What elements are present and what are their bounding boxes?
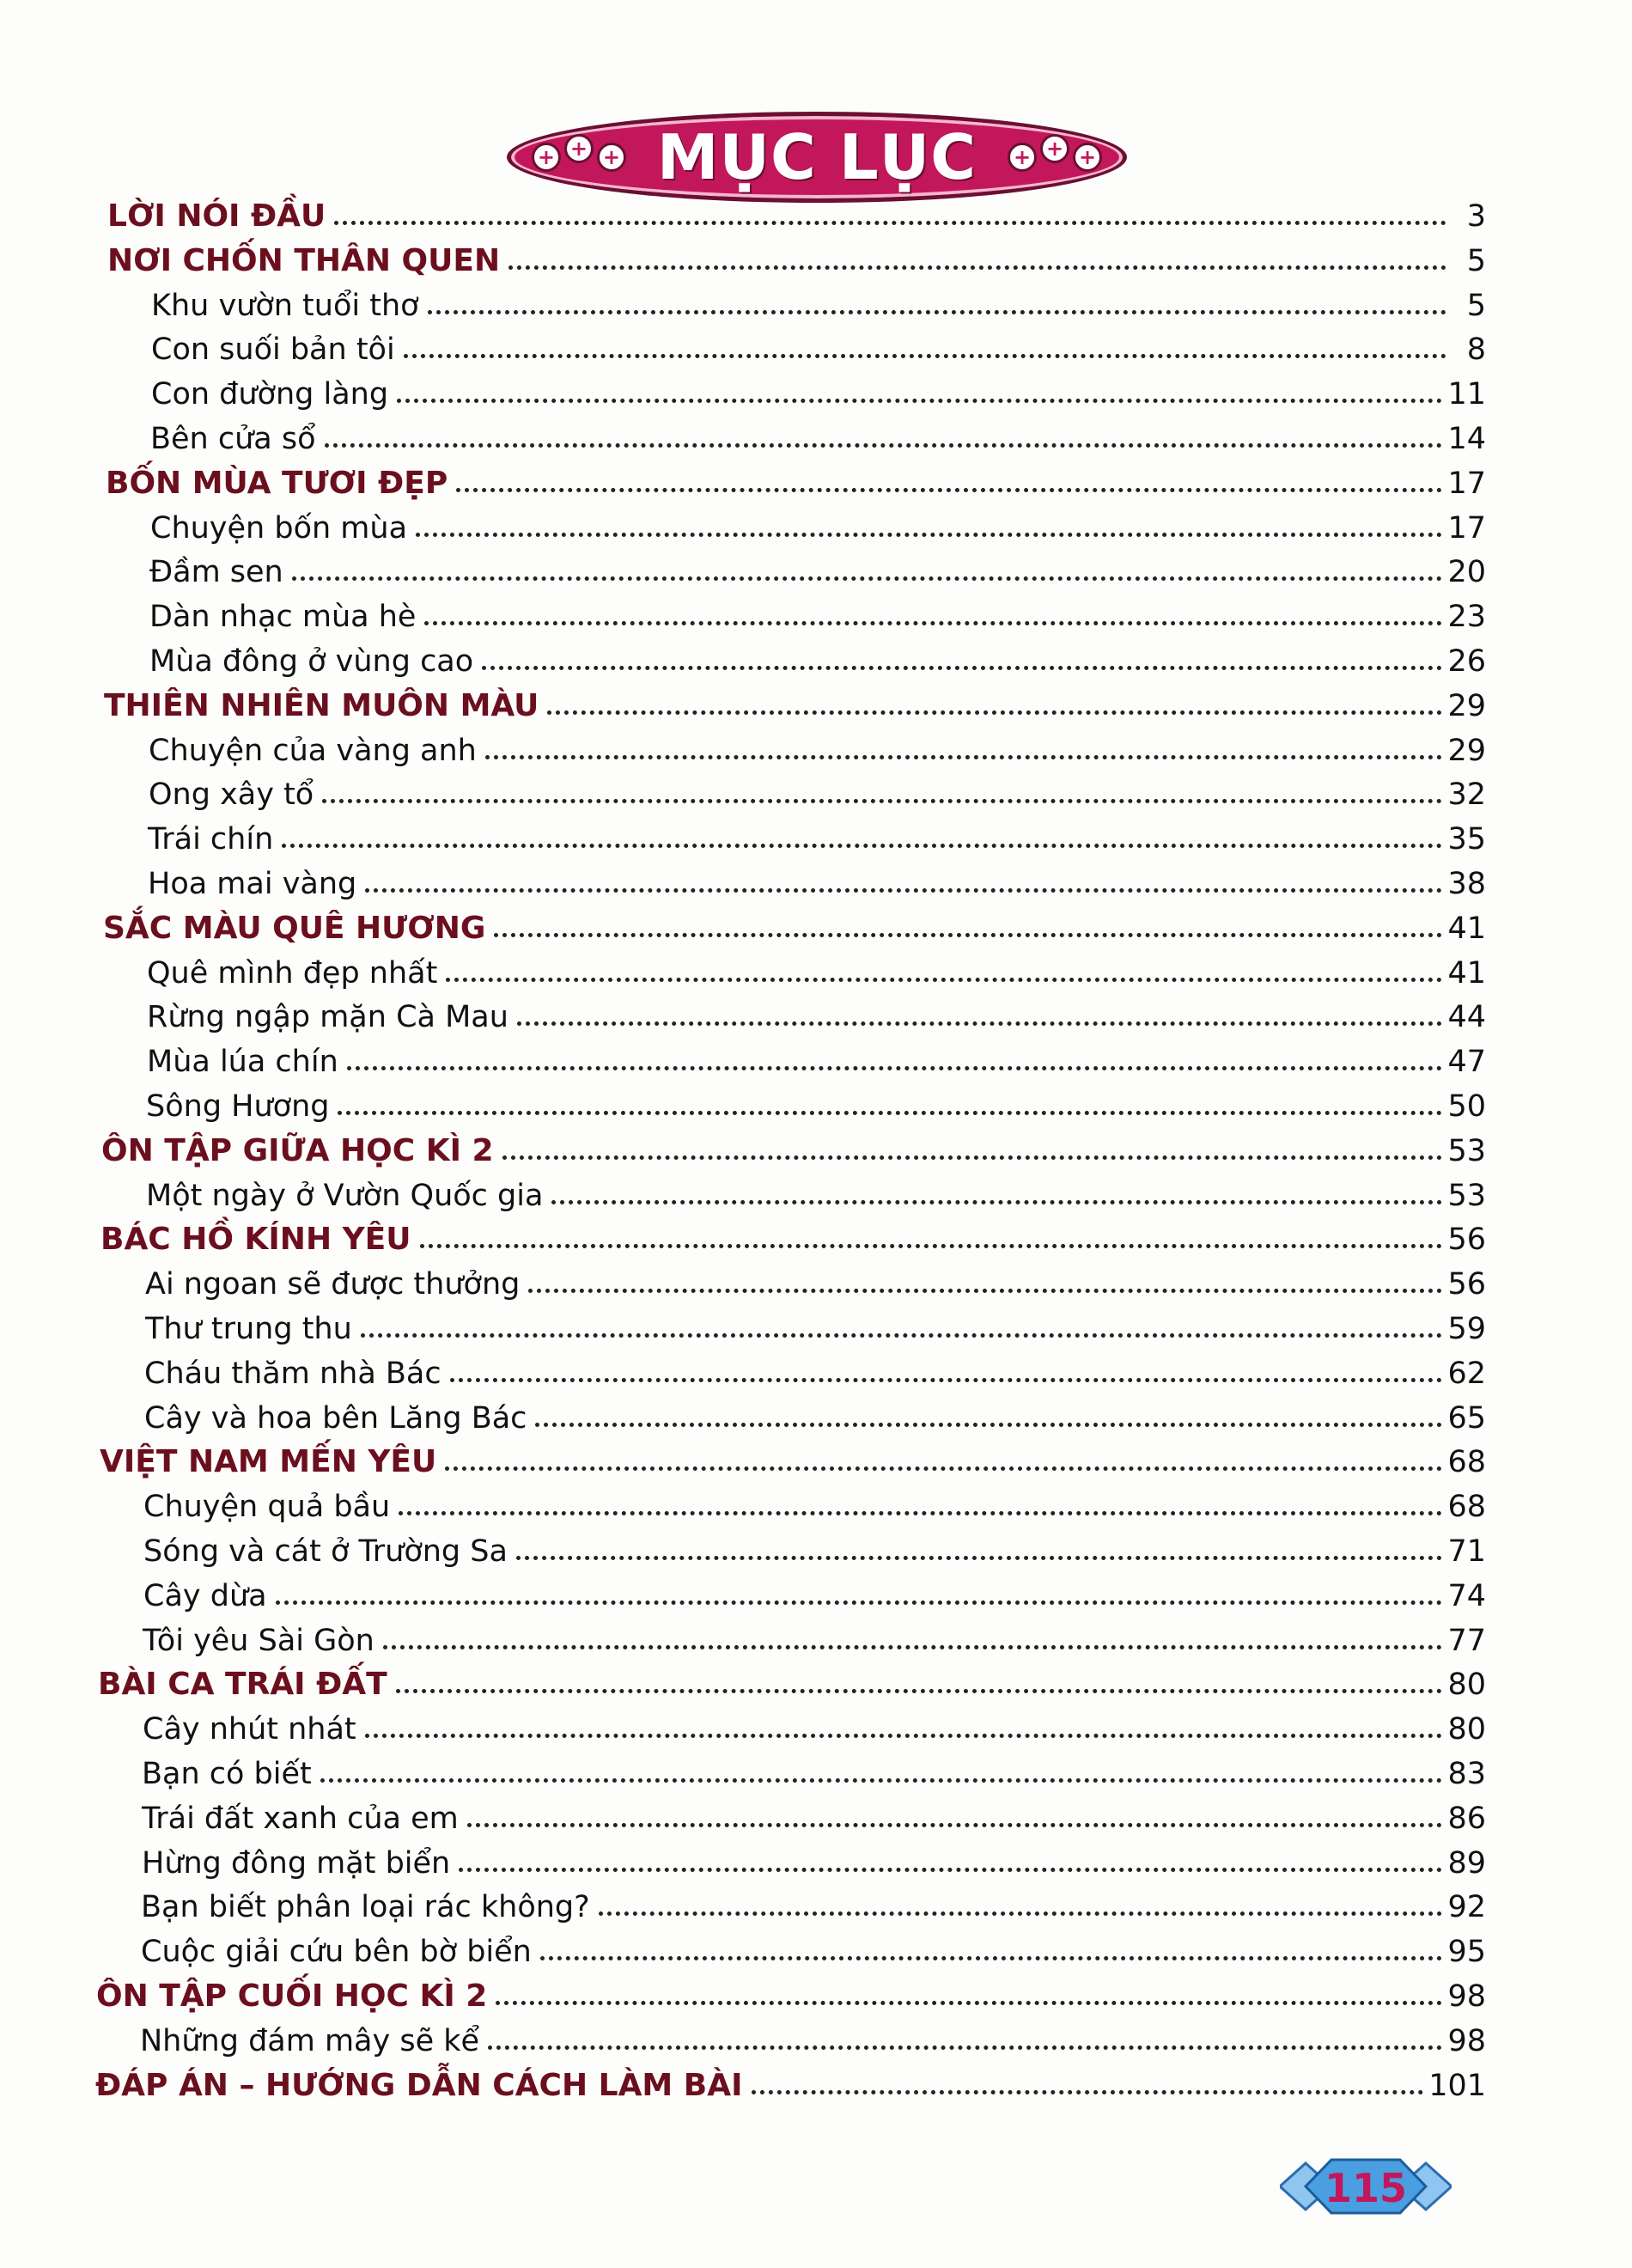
- toc-item-row: [143, 1613, 1486, 1658]
- toc-section-title: THIÊN NHIÊN MUÔN MÀU: [104, 688, 539, 723]
- toc-item-row: [141, 1880, 1486, 1924]
- toc-item-row: [147, 990, 1486, 1034]
- toc-page-number: 14: [1447, 422, 1486, 456]
- toc-page-number: 38: [1447, 867, 1486, 901]
- toc-item-row: [140, 2014, 1486, 2058]
- toc-item-title: Dàn nhạc mùa hè: [149, 600, 417, 634]
- dot-leader: [535, 1423, 1442, 1427]
- dot-leader: [383, 1645, 1443, 1649]
- dot-leader: [404, 354, 1446, 358]
- toc-item-title: Cuộc giải cứu bên bờ biển: [141, 1935, 532, 1969]
- toc-section-row: [96, 1969, 1486, 2014]
- toc-item-row: [143, 1524, 1486, 1569]
- toc-item-title: Ai ngoan sẽ được thưởng: [145, 1267, 521, 1302]
- dot-leader: [416, 533, 1442, 537]
- toc-section-title: NƠI CHỐN THÂN QUEN: [107, 243, 501, 278]
- toc-page-number: 68: [1447, 1445, 1486, 1479]
- dot-leader: [496, 2001, 1442, 2005]
- toc-item-row: [145, 1302, 1486, 1346]
- toc-page-number: 41: [1447, 956, 1486, 991]
- toc-item-title: Trái chín: [148, 822, 274, 857]
- dot-leader: [445, 1466, 1442, 1471]
- toc-item-row: [149, 545, 1486, 589]
- toc-section-title: ĐÁP ÁN – HƯỚNG DẪN CÁCH LÀM BÀI: [95, 2068, 743, 2103]
- dot-leader: [347, 1066, 1443, 1070]
- dot-leader: [540, 1956, 1443, 1960]
- toc-item-row: [143, 1569, 1486, 1613]
- toc-item-row: [150, 412, 1486, 456]
- toc-item-row: [146, 1168, 1486, 1213]
- decoration-left: [532, 137, 626, 172]
- toc-page-number: 56: [1447, 1267, 1486, 1302]
- dot-leader: [488, 2045, 1442, 2050]
- toc-section-row: [107, 189, 1486, 234]
- plus-icon: +: [532, 143, 561, 172]
- toc-section-row: [100, 1435, 1486, 1479]
- toc-item-title: Tôi yêu Sài Gòn: [143, 1624, 375, 1658]
- dot-leader: [424, 621, 1442, 625]
- dot-leader: [397, 399, 1442, 403]
- toc-item-title: Hoa mai vàng: [148, 867, 357, 901]
- page-title: MỤC LỤC: [656, 121, 977, 193]
- toc-item-row: [144, 1391, 1486, 1436]
- toc-item-title: Chuyện của vàng anh: [149, 734, 477, 768]
- toc-page-number: 86: [1447, 1802, 1486, 1836]
- toc-item-row: [144, 1346, 1486, 1391]
- dot-leader: [292, 576, 1443, 581]
- toc-section-row: [95, 2058, 1486, 2103]
- toc-page-number: 101: [1428, 2069, 1486, 2103]
- toc-section-row: [98, 1657, 1486, 1702]
- toc-item-title: Con suối bản tôi: [151, 332, 395, 367]
- toc-item-title: Ong xây tổ: [149, 777, 314, 812]
- toc-page-number: 29: [1447, 689, 1486, 723]
- toc-item-title: Khu vườn tuổi thơ: [151, 289, 419, 323]
- toc-item-row: [151, 278, 1486, 323]
- toc-page-number: 74: [1447, 1579, 1486, 1613]
- toc-item-row: [146, 1079, 1486, 1124]
- dot-leader: [420, 1244, 1443, 1248]
- toc-page-number: 47: [1447, 1045, 1486, 1079]
- plus-icon: +: [1040, 134, 1069, 163]
- dot-leader: [467, 1823, 1443, 1827]
- toc-page-number: 56: [1447, 1222, 1486, 1257]
- toc-item-row: [142, 1747, 1486, 1791]
- toc-item-title: Mùa lúa chín: [147, 1045, 338, 1079]
- toc-section-row: [103, 901, 1486, 946]
- toc-section-row: [100, 1212, 1486, 1257]
- toc-item-title: Thư trung thu: [145, 1312, 352, 1346]
- toc-item-title: Chuyện bốn mùa: [150, 511, 408, 546]
- dot-leader: [396, 1689, 1443, 1693]
- dot-leader: [494, 933, 1442, 937]
- toc-page-number: 68: [1447, 1490, 1486, 1524]
- toc-item-title: Bạn biết phân loại rác không?: [141, 1890, 590, 1924]
- toc-item-title: Cây dừa: [143, 1579, 267, 1613]
- dot-leader: [334, 221, 1446, 225]
- toc-section-row: [104, 679, 1486, 723]
- dot-leader: [428, 310, 1446, 314]
- toc-page-number: 35: [1447, 822, 1486, 857]
- dot-leader: [361, 1333, 1443, 1338]
- dot-leader: [485, 755, 1443, 759]
- toc-page-number: 11: [1447, 377, 1486, 412]
- dot-leader: [456, 488, 1442, 492]
- dot-leader: [322, 799, 1442, 803]
- toc-item-row: [149, 767, 1486, 812]
- toc-item-title: Bên cửa sổ: [150, 422, 316, 456]
- toc-page-number: 80: [1447, 1667, 1486, 1702]
- toc-page-number: 53: [1447, 1179, 1486, 1213]
- toc-item-title: Rừng ngập mặn Cà Mau: [147, 1000, 508, 1034]
- toc-page-number: 20: [1447, 555, 1486, 589]
- toc-page-number: 59: [1447, 1312, 1486, 1346]
- toc-section-title: BÁC HỒ KÍNH YÊU: [100, 1222, 411, 1257]
- toc-item-row: [149, 634, 1486, 679]
- toc-item-row: [148, 857, 1486, 901]
- toc-item-row: [143, 1702, 1486, 1747]
- page-number-badge: [1280, 2156, 1452, 2216]
- toc-item-row: [143, 1479, 1486, 1524]
- toc-page-number: 95: [1447, 1935, 1486, 1969]
- toc-page-number: 77: [1447, 1624, 1486, 1658]
- dot-leader: [459, 1868, 1442, 1872]
- toc-item-title: Chuyện quả bầu: [143, 1490, 391, 1524]
- dot-leader: [282, 844, 1442, 848]
- toc-page-number: 98: [1447, 2024, 1486, 2058]
- toc-item-title: Quê mình đẹp nhất: [147, 956, 438, 991]
- dot-leader: [446, 978, 1442, 982]
- dot-leader: [516, 1556, 1443, 1560]
- dot-leader: [482, 666, 1442, 670]
- toc-section-title: SẮC MÀU QUÊ HƯƠNG: [103, 911, 486, 946]
- dot-leader: [599, 1911, 1443, 1916]
- toc-item-row: [147, 1034, 1486, 1079]
- page-number: 115: [1324, 2165, 1408, 2211]
- plus-icon: +: [597, 143, 626, 172]
- toc-section-row: [101, 1124, 1486, 1168]
- dot-leader: [551, 1200, 1442, 1204]
- toc-item-title: Cây và hoa bên Lăng Bác: [144, 1401, 527, 1436]
- toc-section-row: [107, 234, 1486, 278]
- plus-icon: +: [1008, 143, 1037, 172]
- dot-leader: [547, 710, 1442, 715]
- toc-section-title: BÀI CA TRÁI ĐẤT: [98, 1667, 387, 1702]
- toc-item-title: Sông Hương: [146, 1089, 330, 1124]
- toc-item-row: [142, 1836, 1486, 1881]
- toc-page-number: 29: [1447, 734, 1486, 768]
- toc-section-row: [106, 456, 1486, 501]
- toc-item-row: [149, 589, 1486, 634]
- toc-page-number: 5: [1466, 289, 1486, 323]
- toc-section-title: BỐN MÙA TƯƠI ĐẸP: [106, 466, 448, 501]
- toc-page-number: 50: [1447, 1089, 1486, 1124]
- toc-item-row: [151, 322, 1486, 367]
- toc-page-number: 23: [1447, 600, 1486, 634]
- toc-item-row: [149, 723, 1486, 768]
- dot-leader: [365, 888, 1442, 893]
- toc-page-number: 8: [1466, 332, 1486, 367]
- dot-leader: [365, 1734, 1443, 1738]
- toc-page-number: 89: [1447, 1846, 1486, 1881]
- toc-item-row: [148, 812, 1486, 857]
- toc-page-number: 5: [1466, 244, 1486, 278]
- toc-item-row: [150, 501, 1486, 546]
- plus-icon: +: [1073, 143, 1102, 172]
- toc-item-title: Cháu thăm nhà Bác: [144, 1357, 441, 1391]
- dot-leader: [517, 1021, 1443, 1026]
- toc-page-number: 44: [1447, 1000, 1486, 1034]
- toc-item-title: Cây nhút nhát: [143, 1712, 356, 1747]
- plus-icon: +: [564, 134, 594, 163]
- dot-leader: [508, 265, 1446, 270]
- toc-item-title: Đầm sen: [149, 555, 283, 589]
- dot-leader: [502, 1155, 1443, 1160]
- toc-page-number: 71: [1447, 1534, 1486, 1569]
- dot-leader: [320, 1778, 1443, 1783]
- toc-section-title: LỜI NÓI ĐẦU: [107, 198, 326, 234]
- toc-item-title: Bạn có biết: [142, 1757, 312, 1791]
- toc-item-title: Một ngày ở Vườn Quốc gia: [146, 1179, 544, 1213]
- toc-item-title: Hừng đông mặt biển: [142, 1846, 451, 1881]
- dot-leader: [528, 1289, 1442, 1293]
- dot-leader: [450, 1378, 1443, 1382]
- dot-leader: [276, 1600, 1443, 1605]
- toc-item-row: [151, 367, 1486, 412]
- toc-section-title: ÔN TẬP CUỐI HỌC KÌ 2: [96, 1978, 488, 2014]
- toc-page-number: 92: [1447, 1890, 1486, 1924]
- toc-item-row: [147, 946, 1486, 991]
- toc-page-number: 17: [1447, 466, 1486, 501]
- toc-item-title: Sóng và cát ở Trường Sa: [143, 1534, 508, 1569]
- toc-item-title: Con đường làng: [151, 377, 389, 412]
- dot-leader: [752, 2090, 1424, 2094]
- dot-leader: [399, 1511, 1442, 1515]
- toc-page-number: 26: [1447, 644, 1486, 679]
- toc-page-number: 41: [1447, 911, 1486, 946]
- toc-page-number: 98: [1447, 1979, 1486, 2014]
- toc-item-row: [142, 1791, 1486, 1836]
- toc-item-title: Mùa đông ở vùng cao: [149, 644, 474, 679]
- toc-item-row: [141, 1924, 1486, 1969]
- toc-item-row: [145, 1257, 1486, 1302]
- toc-page-number: 62: [1447, 1357, 1486, 1391]
- toc-page-number: 3: [1466, 199, 1486, 234]
- toc-page-number: 83: [1447, 1757, 1486, 1791]
- decoration-right: [1008, 137, 1102, 172]
- toc-page-number: 17: [1447, 511, 1486, 546]
- dot-leader: [338, 1111, 1442, 1115]
- toc-section-title: ÔN TẬP GIỮA HỌC KÌ 2: [101, 1133, 494, 1168]
- dot-leader: [325, 443, 1443, 448]
- toc-page-number: 32: [1447, 777, 1486, 812]
- toc-page-number: 53: [1447, 1134, 1486, 1168]
- toc-item-title: Trái đất xanh của em: [142, 1802, 459, 1836]
- toc-item-title: Những đám mây sẽ kể: [140, 2024, 480, 2058]
- toc-page-number: 65: [1447, 1401, 1486, 1436]
- toc-page-number: 80: [1447, 1712, 1486, 1747]
- toc-section-title: VIỆT NAM MẾN YÊU: [100, 1444, 437, 1479]
